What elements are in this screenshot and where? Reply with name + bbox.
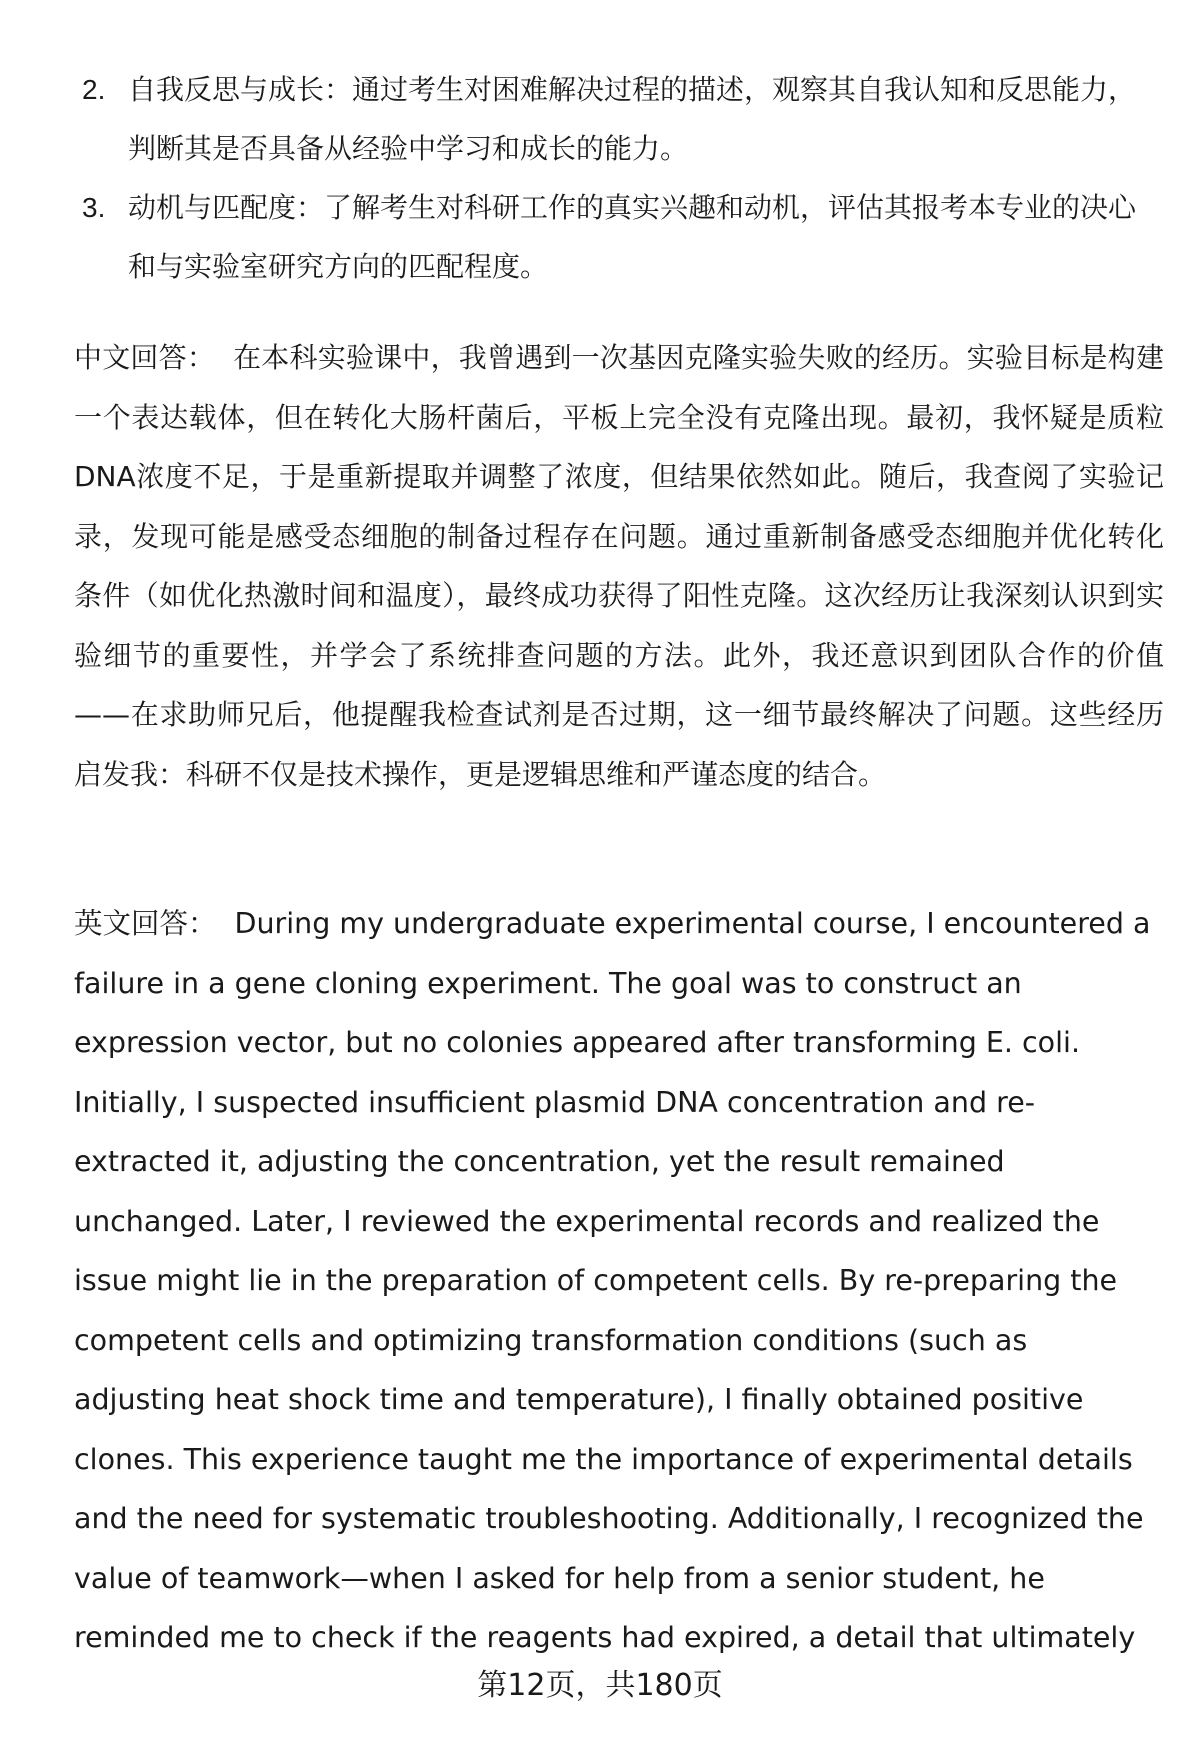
page-number-footer: 第12页，共180页	[477, 1668, 723, 1703]
english-answer-text: During my undergraduate experimental course, I encountered a failure in a gene cloning experiment. The goal was to construct an expression vector, but no colonies appeared after transforming E. coli. Initially, I suspected insufficient plasmid DNA concentration and re-extracted it, adjusting the concentration, yet the result remained unchanged. Later, I reviewed the experimental records and realized the issue might lie in the preparation of competent cells. By re-preparing the competent cells and optimizing transformation conditions (such as adjusting heat shock time and temperature), I finally obtained positive clones. This experience taught me the importance of experimental details and the need for systematic troubleshooting. Additionally, I recognized the value of teamwork—when I asked for help from a senior student, he reminded me to check if the reagents had expired, a detail that ultimately	[74, 907, 1151, 1654]
chinese-answer-text: 在本科实验课中，我曾遇到一次基因克隆实验失败的经历。实验目标是构建一个表达载体，但在转化大肠杆菌后，平板上完全没有克隆出现。最初，我怀疑是质粒DNA浓度不足，于是重新提取并调整了浓度，但结果依然如此。随后，我查阅了实验记录，发现可能是感受态细胞的制备过程存在问题。通过重新制备感受态细胞并优化转化条件（如优化热激时间和温度），最终成功获得了阳性克隆。这次经历让我深刻认识到实验细节的重要性，并学会了系统排查问题的方法。此外，我还意识到团队合作的价值——在求助师兄后，他提醒我检查试剂是否过期，这一细节最终解决了问题。这些经历启发我：科研不仅是技术操作，更是逻辑思维和严谨态度的结合。	[74, 341, 1164, 791]
chinese-answer-label: 中文回答：	[74, 341, 216, 374]
english-answer-label: 英文回答：	[74, 907, 217, 940]
list-item	[82, 60, 1162, 178]
list-item	[82, 178, 1162, 296]
chinese-answer-paragraph	[74, 328, 1164, 804]
list-item-text: 自我反思与成长：通过考生对困难解决过程的描述，观察其自我认知和反思能力，判断其是否具备从经验中学习和成长的能力。	[128, 73, 1137, 165]
numbered-list	[82, 60, 1162, 296]
list-item-number: 3.	[82, 192, 106, 223]
english-answer-paragraph	[74, 894, 1164, 1668]
list-item-text: 动机与匹配度：了解考生对科研工作的真实兴趣和动机，评估其报考本专业的决心和与实验室研究方向的匹配程度。	[128, 191, 1137, 283]
list-item-number: 2.	[82, 74, 106, 105]
